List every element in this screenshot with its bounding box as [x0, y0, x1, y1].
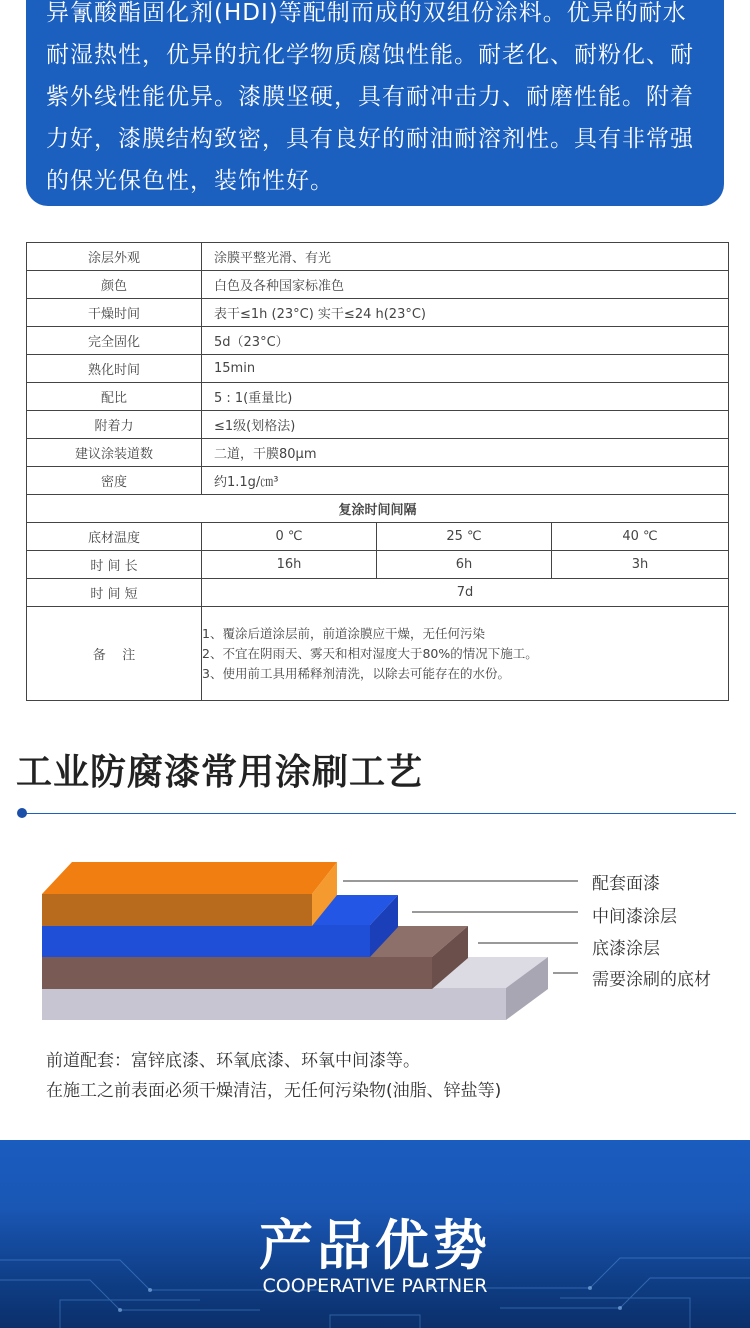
banner-title: 产品优势 [259, 1214, 491, 1277]
banner-subtitle: COOPERATIVE PARTNER [262, 1275, 488, 1297]
table-row [27, 579, 729, 607]
row-label: 附着力 [27, 411, 202, 439]
notes-label: 备 注 [27, 607, 202, 701]
spec-table [26, 242, 729, 701]
table-row [27, 299, 729, 327]
row-label: 干燥时间 [27, 299, 202, 327]
row-label: 建议涂装道数 [27, 439, 202, 467]
description-line: 前道配套：富锌底漆、环氧底漆、环氧中间漆等。 [46, 1051, 420, 1071]
note-line: 1、覆涂后道涂层前，前道涂膜应干燥，无任何污染 [202, 625, 485, 641]
recoat-header: 复涂时间间隔 [27, 495, 729, 523]
section-divider [22, 813, 736, 814]
row-value: 15min [202, 355, 729, 383]
intro-card [26, 0, 724, 206]
intro-text: 异氰酸酯固化剂(HDI)等配制而成的双组份涂料。优异的耐水耐湿热性，优异的抗化学物质腐蚀性能。耐老化、耐粉化、耐紫外线性能优异。漆膜坚硬，具有耐冲击力、耐磨性能。附着力好，漆膜结构致密，具有良好的耐油耐溶剂性。具有非常强的保光保色性，装饰性好。 [46, 0, 694, 194]
layer-label-middle: 中间漆涂层 [592, 907, 677, 927]
table-row [27, 495, 729, 523]
temp-cell: 25 ℃ [377, 523, 552, 551]
table-row [27, 607, 729, 701]
row-label: 颜色 [27, 271, 202, 299]
row-label: 密度 [27, 467, 202, 495]
row-value: 白色及各种国家标准色 [202, 271, 729, 299]
note-line: 2、不宜在阴雨天、雾天和相对湿度大于80%的情况下施工。 [202, 645, 538, 661]
temp-cell: 40 ℃ [552, 523, 729, 551]
note-line: 3、使用前工具用稀释剂清洗，以除去可能存在的水份。 [202, 665, 510, 681]
top-coat-layer [42, 862, 337, 926]
table-row [27, 383, 729, 411]
layer-label-topcoat: 配套面漆 [592, 874, 660, 894]
row-label: 底材温度 [27, 523, 202, 551]
table-row [27, 327, 729, 355]
section-dot-icon [17, 808, 27, 818]
time-short-cell: 7d [202, 579, 729, 607]
row-value: 5 : 1(重量比) [202, 383, 729, 411]
section-title: 工业防腐漆常用涂刷工艺 [16, 752, 424, 793]
table-row [27, 271, 729, 299]
row-value: 表干≤1h (23°C) 实干≤24 h(23°C) [202, 299, 729, 327]
row-label: 配比 [27, 383, 202, 411]
row-value: 5d（23°C） [202, 327, 729, 355]
table-row [27, 411, 729, 439]
row-label: 完全固化 [27, 327, 202, 355]
row-value: 涂膜平整光滑、有光 [202, 243, 729, 271]
table-row [27, 523, 729, 551]
description-line: 在施工之前表面必须干燥清洁，无任何污染物(油脂、锌盐等) [46, 1081, 502, 1101]
table-row [27, 355, 729, 383]
notes-cell [202, 607, 729, 701]
row-label: 时 间 长 [27, 551, 202, 579]
row-label: 熟化时间 [27, 355, 202, 383]
row-label: 时 间 短 [27, 579, 202, 607]
time-long-cell: 3h [552, 551, 729, 579]
row-value: 二道，干膜80μm [202, 439, 729, 467]
row-value: ≤1级(划格法) [202, 411, 729, 439]
table-row [27, 551, 729, 579]
time-long-cell: 6h [377, 551, 552, 579]
table-row [27, 439, 729, 467]
layer-label-primer: 底漆涂层 [592, 939, 660, 959]
layer-label-substrate: 需要涂刷的底材 [592, 970, 711, 990]
temp-cell: 0 ℃ [202, 523, 377, 551]
table-row [27, 467, 729, 495]
time-long-cell: 16h [202, 551, 377, 579]
table-row [27, 243, 729, 271]
row-value: 约1.1g/㎝³ [202, 467, 729, 495]
row-label: 涂层外观 [27, 243, 202, 271]
